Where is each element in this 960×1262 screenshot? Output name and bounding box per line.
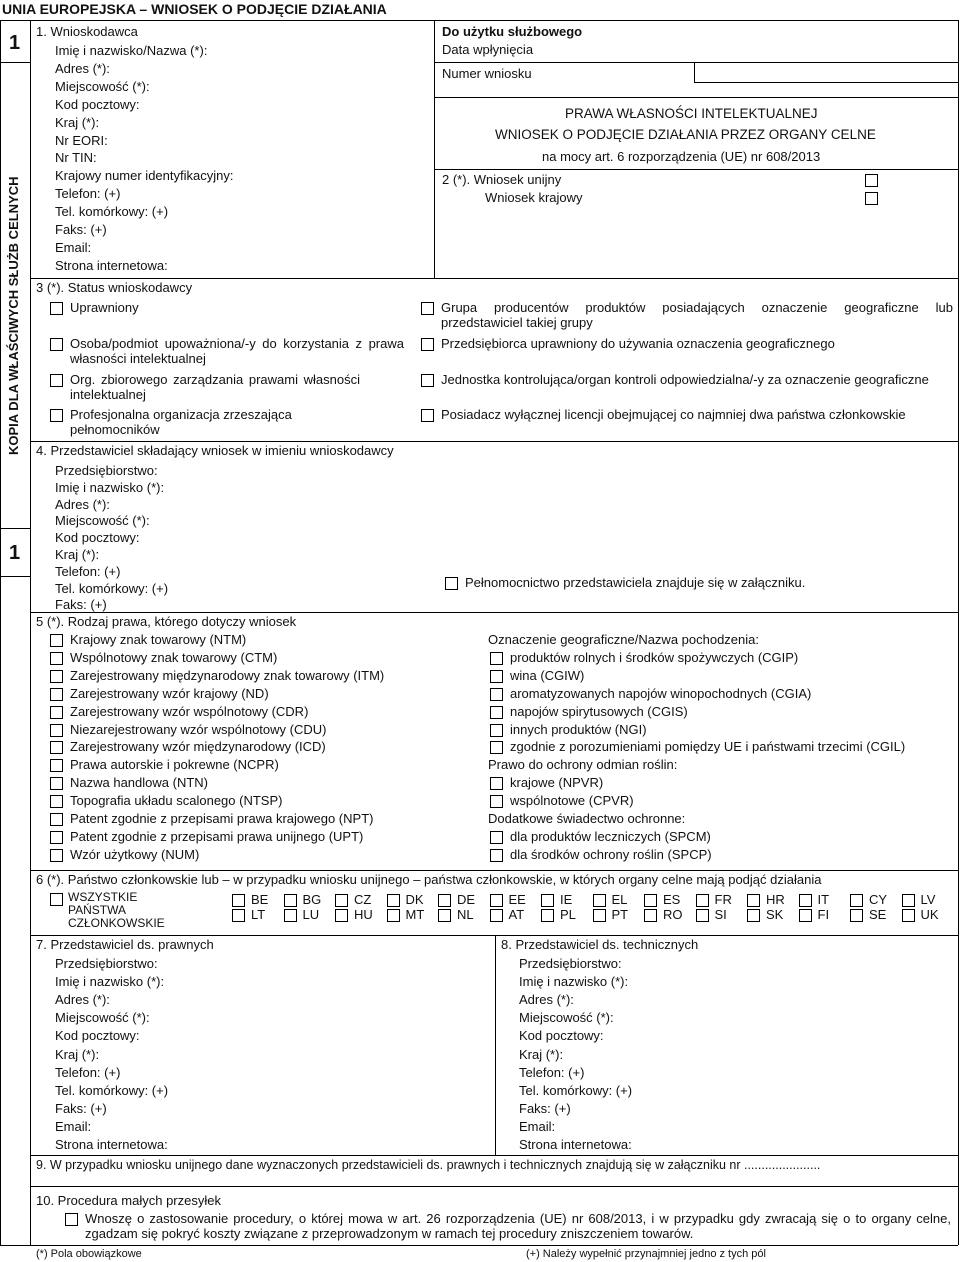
member-state-label: LT	[251, 907, 266, 922]
form-heading-1: PRAWA WŁASNOŚCI INTELEKTUALNEJ	[565, 106, 818, 121]
member-state-label: PL	[560, 907, 576, 922]
gi-label: aromatyzowanych napojów winopochodnych (CGIA)	[510, 685, 812, 701]
member-state-label: SI	[714, 907, 727, 922]
representative-field-label: Kraj (*):	[55, 547, 100, 562]
right-type-checkbox[interactable]	[50, 759, 63, 772]
right-type-label: Zarejestrowany wzór międzynarodowy (ICD)	[70, 739, 326, 755]
gi-label: produktów rolnych i środków spożywczych (CGIP)	[510, 649, 799, 665]
spc-label: dla środków ochrony roślin (SPCP)	[510, 846, 712, 862]
member-state-label: PT	[611, 907, 629, 922]
plant-variety-checkbox[interactable]	[490, 777, 503, 790]
member-state-label: BE	[251, 892, 269, 907]
legal-rep-field-label: Przedsiębiorstwo:	[55, 956, 158, 971]
legal-rep-field-label: Imię i nazwisko (*):	[55, 974, 165, 990]
member-state-label: ES	[663, 892, 681, 907]
status-checkbox-control-body[interactable]	[421, 374, 434, 387]
s8-title: 8. Przedstawiciel ds. technicznych	[501, 937, 699, 952]
footnote-mandatory: (*) Pola obowiązkowe	[36, 1248, 142, 1260]
technical-rep-field-label: Miejscowość (*):	[519, 1010, 614, 1026]
technical-rep-field-label: Email:	[519, 1118, 556, 1134]
status-checkbox-collective[interactable]	[50, 374, 63, 387]
s9-text: 9. W przypadku wniosku unijnego dane wyznaczonych przedstawicieli ds. prawnych i technicznych znajdują się w załączniku nr ......................	[36, 1158, 821, 1172]
right-type-checkbox[interactable]	[50, 741, 63, 754]
member-state-checkbox-ro[interactable]	[644, 909, 657, 922]
member-state-checkbox-es[interactable]	[644, 894, 657, 907]
member-state-label: FI	[817, 907, 830, 922]
s3-title: 3 (*). Status wnioskodawcy	[36, 280, 193, 295]
technical-rep-field-label: Strona internetowa:	[519, 1137, 632, 1152]
right-type-label: Zarejestrowany wzór wspólnotowy (CDR)	[70, 703, 309, 719]
member-state-checkbox-cy[interactable]	[850, 894, 863, 907]
union-application-label: 2 (*). Wniosek unijny	[442, 172, 562, 187]
member-state-checkbox-nl[interactable]	[438, 909, 451, 922]
right-type-checkbox[interactable]	[50, 652, 63, 665]
right-type-label: Prawa autorskie i pokrewne (NCPR)	[70, 757, 279, 773]
right-type-checkbox[interactable]	[50, 777, 63, 790]
status-label: Jednostka kontrolująca/organ kontroli odpowiedzialna/-y za oznaczenie geograficzne	[441, 372, 929, 387]
applicant-field-label: Nr EORI:	[55, 132, 108, 148]
right-type-checkbox[interactable]	[50, 688, 63, 701]
representative-field-label: Kod pocztowy:	[55, 530, 140, 546]
s1-title: 1. Wnioskodawca	[36, 24, 138, 39]
status-label: Posiadacz wyłącznej licencji obejmującej co najmniej dwa państwa członkowskie	[441, 407, 906, 422]
member-state-label: SE	[869, 907, 887, 922]
form-title: UNIA EUROPEJSKA – WNIOSEK O PODJĘCIE DZIAŁANIA	[2, 1, 387, 17]
right-type-checkbox[interactable]	[50, 795, 63, 808]
member-state-checkbox-it[interactable]	[799, 894, 812, 907]
member-state-label: LU	[302, 907, 320, 922]
legal-rep-field-label: Kod pocztowy:	[55, 1028, 140, 1044]
technical-rep-field-label: Kod pocztowy:	[519, 1028, 604, 1044]
spc-title: Dodatkowe świadectwo ochronne:	[488, 811, 686, 826]
member-state-checkbox-mt[interactable]	[387, 909, 400, 922]
gi-label: zgodnie z porozumieniami pomiędzy UE i państwami trzecimi (CGIL)	[510, 739, 906, 755]
right-type-checkbox[interactable]	[50, 706, 63, 719]
s10-title: 10. Procedura małych przesyłek	[36, 1193, 221, 1208]
applicant-field-label: Kod pocztowy:	[55, 96, 140, 112]
member-state-label: RO	[663, 907, 683, 922]
member-state-checkbox-ee[interactable]	[490, 894, 503, 907]
representative-field-label: Miejscowość (*):	[55, 513, 150, 529]
office-title: Do użytku służbowego	[442, 24, 583, 39]
member-state-checkbox-bg[interactable]	[284, 894, 297, 907]
member-state-label: DE	[457, 892, 476, 907]
spc-checkbox[interactable]	[490, 831, 503, 844]
legal-rep-field-label: Adres (*):	[55, 992, 110, 1008]
gi-checkbox[interactable]	[490, 706, 503, 719]
legal-rep-field-label: Miejscowość (*):	[55, 1010, 150, 1026]
member-state-checkbox-at[interactable]	[490, 909, 503, 922]
right-type-label: Niezarejestrowany wzór wspólnotowy (CDU)	[70, 721, 327, 737]
applicant-field-label: Kraj (*):	[55, 114, 100, 130]
member-state-label: EL	[611, 892, 628, 907]
member-state-label: NL	[457, 907, 474, 922]
technical-rep-field-label: Adres (*):	[519, 992, 574, 1008]
s4-title: 4. Przedstawiciel składający wniosek w imieniu wnioskodawcy	[36, 443, 394, 458]
gi-checkbox[interactable]	[490, 670, 503, 683]
right-type-checkbox[interactable]	[50, 634, 63, 647]
member-state-checkbox-ie[interactable]	[541, 894, 554, 907]
technical-rep-field-label: Tel. komórkowy: (+)	[519, 1082, 633, 1098]
member-state-checkbox-el[interactable]	[593, 894, 606, 907]
plant-variety-label: krajowe (NPVR)	[510, 775, 604, 791]
right-type-label: Wzór użytkowy (NUM)	[70, 846, 200, 862]
member-state-checkbox-hu[interactable]	[335, 909, 348, 922]
member-state-label: SK	[766, 907, 784, 922]
spc-checkbox[interactable]	[490, 849, 503, 862]
member-state-label: IT	[817, 892, 830, 907]
form-heading-3: na mocy art. 6 rozporządzenia (UE) nr 608/2013	[542, 149, 821, 164]
status-label: Przedsiębiorca uprawniony do używania oznaczenia geograficznego	[441, 336, 835, 351]
status-checkbox-producer-group[interactable]	[421, 302, 434, 315]
representative-field-label: Telefon: (+)	[55, 563, 121, 579]
s6-title: 6 (*). Państwo członkowskie lub – w przypadku wniosku unijnego – państwa członkowskie, w których organy celne mają podjąć działania	[36, 872, 822, 887]
technical-rep-field-label: Telefon: (+)	[519, 1064, 585, 1080]
member-state-label: BG	[302, 892, 322, 907]
gi-label: wina (CGIW)	[510, 667, 585, 683]
power-of-attorney-label: Pełnomocnictwo przedstawiciela znajduje się w załączniku.	[465, 575, 806, 590]
legal-rep-field-label: Tel. komórkowy: (+)	[55, 1082, 169, 1098]
technical-rep-field-label: Faks: (+)	[519, 1100, 571, 1116]
member-state-label: AT	[508, 907, 525, 922]
right-type-label: Wspólnotowy znak towarowy (CTM)	[70, 649, 278, 665]
member-state-checkbox-se[interactable]	[850, 909, 863, 922]
small-consignment-checkbox[interactable]	[65, 1213, 78, 1226]
all-member-states-checkbox[interactable]	[50, 893, 63, 906]
member-state-checkbox-dk[interactable]	[387, 894, 400, 907]
representative-field-label: Tel. komórkowy: (+)	[55, 580, 169, 596]
member-state-checkbox-fi[interactable]	[799, 909, 812, 922]
gi-checkbox[interactable]	[490, 652, 503, 665]
right-type-checkbox[interactable]	[50, 670, 63, 683]
legal-rep-field-label: Strona internetowa:	[55, 1137, 168, 1152]
gi-checkbox[interactable]	[490, 724, 503, 737]
gi-label: napojów spirytusowych (CGIS)	[510, 703, 688, 719]
member-state-checkbox-uk[interactable]	[902, 909, 915, 922]
representative-field-label: Faks: (+)	[55, 597, 107, 613]
applicant-field-label: Faks: (+)	[55, 222, 107, 237]
technical-rep-field-label: Kraj (*):	[519, 1046, 564, 1062]
spc-label: dla produktów leczniczych (SPCM)	[510, 828, 711, 844]
right-type-checkbox[interactable]	[50, 813, 63, 826]
copy-number-top: 1	[9, 32, 21, 54]
s10-text: Wnoszę o zastosowanie procedury, o której mowa w art. 26 rozporządzenia (UE) nr 608/2013, i w przypadku gdy zwracają się o to organy celne, zgadzam się pokryć koszty związane z przeprowadzonym w ramach tej procedury zniszczeniem towarów.	[85, 1211, 951, 1241]
member-state-label: CZ	[354, 892, 372, 907]
member-state-checkbox-be[interactable]	[232, 894, 245, 907]
right-type-checkbox[interactable]	[50, 724, 63, 737]
member-state-label: DK	[405, 892, 424, 907]
member-state-checkbox-si[interactable]	[696, 909, 709, 922]
legal-rep-field-label: Kraj (*):	[55, 1046, 100, 1062]
member-state-checkbox-hr[interactable]	[747, 894, 760, 907]
status-checkbox-gi-operator[interactable]	[421, 338, 434, 351]
right-type-label: Zarejestrowany wzór krajowy (ND)	[70, 685, 269, 701]
applicant-field-label: Adres (*):	[55, 60, 110, 76]
right-type-label: Krajowy znak towarowy (NTM)	[70, 632, 247, 647]
member-state-label: LV	[920, 892, 936, 907]
technical-rep-field-label: Imię i nazwisko (*):	[519, 974, 629, 990]
plant-variety-checkbox[interactable]	[490, 795, 503, 808]
all-member-states-label: WSZYSTKIE PAŃSTWA CZŁONKOWSKIE	[68, 890, 165, 930]
right-type-label: Nazwa handlowa (NTN)	[70, 775, 208, 791]
received-date-label: Data wpłynięcia	[442, 42, 534, 57]
applicant-field-label: Imię i nazwisko/Nazwa (*):	[55, 43, 208, 58]
applicant-field-label: Miejscowość (*):	[55, 78, 150, 94]
copy-label-vertical: KOPIA DLA WŁAŚCIWYCH SŁUŻB CELNYCH	[6, 176, 21, 455]
member-state-label: HU	[354, 907, 373, 922]
representative-field-label: Przedsiębiorstwo:	[55, 463, 158, 478]
member-state-checkbox-lv[interactable]	[902, 894, 915, 907]
gi-checkbox[interactable]	[490, 741, 503, 754]
right-type-label: Patent zgodnie z przepisami prawa krajowego (NPT)	[70, 811, 374, 826]
member-state-label: HR	[766, 892, 785, 907]
member-state-checkbox-cz[interactable]	[335, 894, 348, 907]
national-application-label: Wniosek krajowy	[485, 190, 583, 205]
member-state-label: FR	[714, 892, 732, 907]
technical-rep-field-label: Przedsiębiorstwo:	[519, 956, 622, 971]
copy-number-bottom: 1	[9, 542, 21, 564]
gi-label: innych produktów (NGI)	[510, 721, 647, 737]
plant-variety-label: wspólnotowe (CPVR)	[510, 793, 634, 809]
member-state-label: IE	[560, 892, 573, 907]
right-type-checkbox[interactable]	[50, 849, 63, 862]
applicant-field-label: Strona internetowa:	[55, 257, 168, 273]
right-type-checkbox[interactable]	[50, 831, 63, 844]
status-label: Osoba/podmiot upoważniona/-y do korzystania z prawa własności intelektualnej	[70, 336, 404, 366]
applicant-field-label: Telefon: (+)	[55, 186, 121, 202]
status-checkbox-exclusive-licensee[interactable]	[421, 409, 434, 422]
member-state-label: UK	[920, 907, 939, 922]
form-heading-2: WNIOSEK O PODJĘCIE DZIAŁANIA PRZEZ ORGANY CELNE	[495, 127, 876, 142]
applicant-field-label: Tel. komórkowy: (+)	[55, 204, 169, 220]
member-state-checkbox-de[interactable]	[438, 894, 451, 907]
right-type-label: Patent zgodnie z przepisami prawa unijnego (UPT)	[70, 828, 364, 844]
member-state-checkbox-sk[interactable]	[747, 909, 760, 922]
status-checkbox-rightholder[interactable]	[50, 302, 63, 315]
plant-variety-title: Prawo do ochrony odmian roślin:	[488, 757, 678, 773]
gi-checkbox[interactable]	[490, 688, 503, 701]
representative-field-label: Adres (*):	[55, 496, 110, 512]
right-type-label: Zarejestrowany międzynarodowy znak towarowy (ITM)	[70, 667, 385, 683]
s7-title: 7. Przedstawiciel ds. prawnych	[36, 937, 214, 952]
application-number-label: Numer wniosku	[442, 66, 532, 81]
footnote-one-required: (+) Należy wypełnić przynajmniej jedno z tych pól	[526, 1248, 766, 1260]
member-state-checkbox-fr[interactable]	[696, 894, 709, 907]
right-type-label: Topografia układu scalonego (NTSP)	[70, 793, 283, 809]
applicant-field-label: Krajowy numer identyfikacyjny:	[55, 168, 234, 184]
status-label: Org. zbiorowego zarządzania prawami własności intelektualnej	[70, 372, 360, 402]
status-label: Profesjonalna organizacja zrzeszająca pełnomocników	[70, 407, 292, 437]
s5-title: 5 (*). Rodzaj prawa, którego dotyczy wniosek	[36, 614, 297, 629]
legal-rep-field-label: Email:	[55, 1118, 92, 1134]
application-number-input[interactable]	[696, 64, 954, 81]
member-state-label: CY	[869, 892, 888, 907]
member-state-checkbox-lt[interactable]	[232, 909, 245, 922]
status-label: Grupa producentów produktów posiadających oznaczenie geograficzne lub przedstawiciel takiej grupy	[441, 300, 953, 330]
member-state-checkbox-pl[interactable]	[541, 909, 554, 922]
power-of-attorney-checkbox[interactable]	[445, 577, 458, 590]
status-checkbox-licensee[interactable]	[50, 338, 63, 351]
union-application-checkbox[interactable]	[865, 174, 878, 187]
applicant-field-label: Email:	[55, 239, 92, 255]
representative-field-label: Imię i nazwisko (*):	[55, 479, 165, 495]
national-application-checkbox[interactable]	[865, 192, 878, 205]
member-state-checkbox-pt[interactable]	[593, 909, 606, 922]
member-state-label: EE	[508, 892, 526, 907]
applicant-field-label: Nr TIN:	[55, 150, 97, 166]
member-state-checkbox-lu[interactable]	[284, 909, 297, 922]
status-label: Uprawniony	[70, 300, 139, 315]
status-checkbox-professional[interactable]	[50, 409, 63, 422]
member-state-label: MT	[405, 907, 425, 922]
gi-title: Oznaczenie geograficzne/Nazwa pochodzenia:	[488, 632, 760, 647]
legal-rep-field-label: Faks: (+)	[55, 1100, 107, 1116]
legal-rep-field-label: Telefon: (+)	[55, 1064, 121, 1080]
